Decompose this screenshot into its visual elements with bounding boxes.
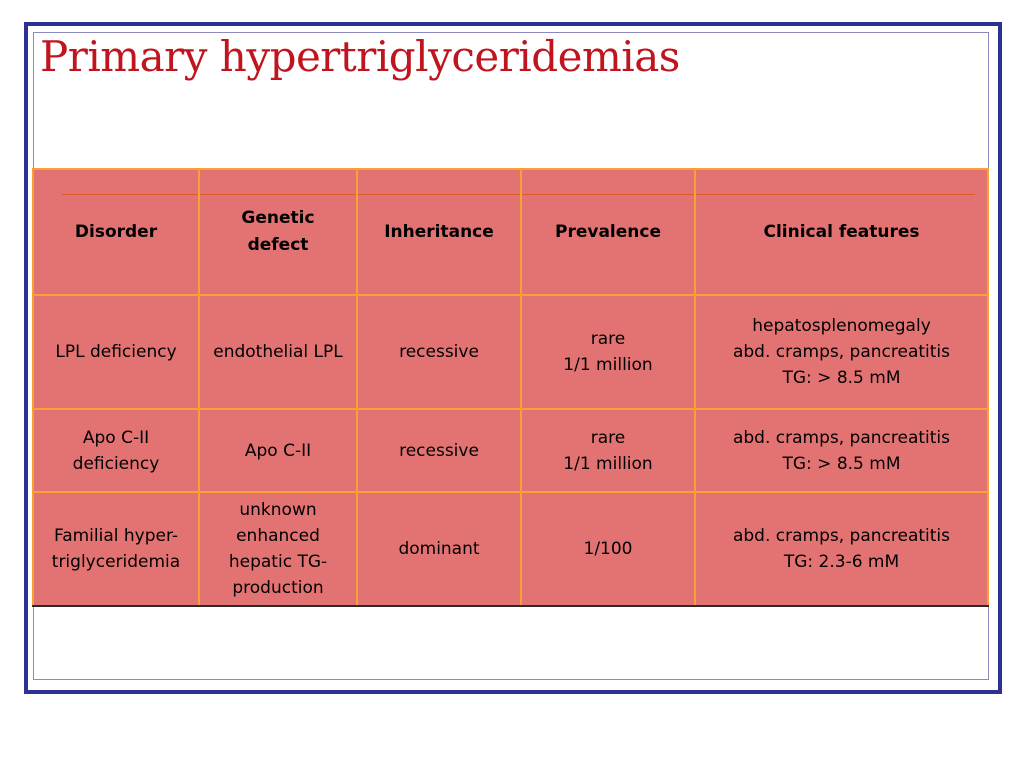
cell-prevalence: rare 1/1 million <box>521 409 695 492</box>
header-inheritance: Inheritance <box>357 169 521 295</box>
table-row-lpl-deficiency <box>33 295 988 409</box>
header-clinical-features: Clinical features <box>695 169 988 295</box>
cell-prevalence: 1/100 <box>521 492 695 606</box>
cell-clinical-features: abd. cramps, pancreatitis TG: 2.3-6 mM <box>695 492 988 606</box>
header-rule <box>358 194 520 195</box>
cell-genetic-defect: unknown enhanced hepatic TG- production <box>199 492 357 606</box>
cell-disorder: Apo C-II deficiency <box>33 409 199 492</box>
header-genetic-defect <box>199 169 357 295</box>
header-rule <box>522 194 694 195</box>
cell-clinical-features: hepatosplenomegaly abd. cramps, pancreatitis TG: > 8.5 mM <box>695 295 988 409</box>
table-header-row <box>33 169 988 295</box>
header-rule <box>696 194 975 195</box>
cell-genetic-defect: endothelial LPL <box>199 295 357 409</box>
slide-title: Primary hypertriglyceridemias <box>40 32 680 81</box>
cell-disorder: LPL deficiency <box>33 295 199 409</box>
table-container <box>32 168 987 607</box>
hypertriglyceridemia-table <box>32 168 989 607</box>
header-genetic-defect-line-1: Genetic <box>241 208 315 228</box>
header-disorder: Disorder <box>33 169 199 295</box>
cell-inheritance: recessive <box>357 295 521 409</box>
cell-inheritance: recessive <box>357 409 521 492</box>
cell-genetic-defect: Apo C-II <box>199 409 357 492</box>
header-rule <box>62 194 198 195</box>
table-row-apo-c-ii-deficiency <box>33 409 988 492</box>
cell-prevalence: rare 1/1 million <box>521 295 695 409</box>
cell-clinical-features: abd. cramps, pancreatitis TG: > 8.5 mM <box>695 409 988 492</box>
header-prevalence: Prevalence <box>521 169 695 295</box>
header-rule <box>200 194 356 195</box>
cell-inheritance: dominant <box>357 492 521 606</box>
table-row-familial-hypertriglyceridemia <box>33 492 988 606</box>
cell-disorder: Familial hyper- triglyceridemia <box>33 492 199 606</box>
header-genetic-defect-line-2: defect <box>247 235 309 255</box>
